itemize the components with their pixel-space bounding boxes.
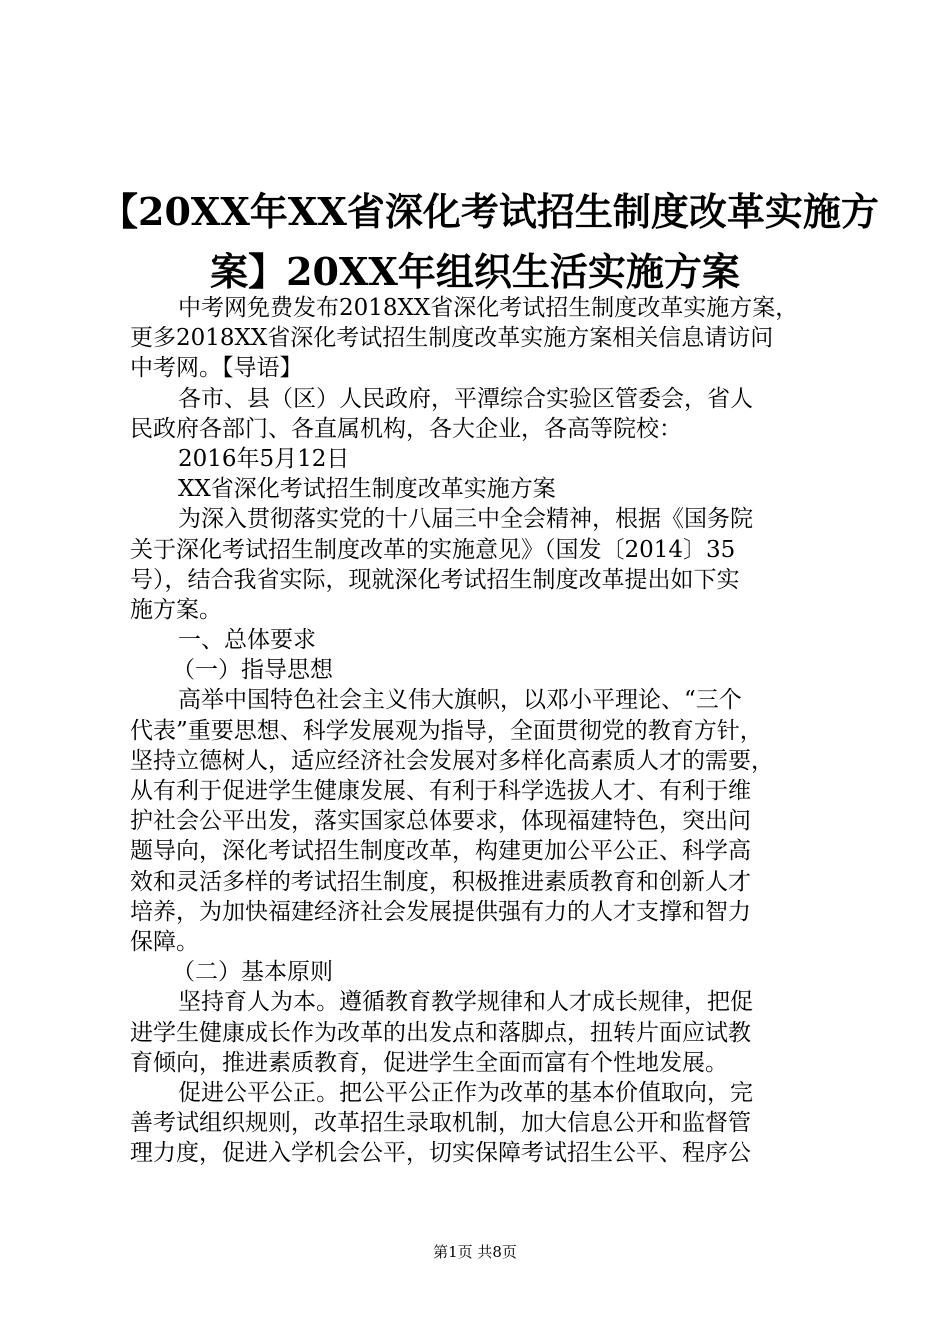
body-line: 从有利于促进学生健康发展、有利于科学选拔人才、有利于维 [130,778,751,804]
body-line: 坚持立德树人，适应经济社会发展对多样化高素质人才的需要， [130,747,774,774]
body-line: 坚持育人为本。遵循教育教学规律和人才成长规律，把促 [178,989,753,1016]
body-line: （二）基本原则 [172,959,333,986]
body-line: 进学生健康成长作为改革的出发点和落脚点，扭转片面应试教 [130,1019,751,1046]
body-line: XX省深化考试招生制度改革实施方案 [178,476,556,503]
body-line: 题导向，深化考试招生制度改革，构建更加公平公正、科学高 [130,838,751,865]
body-line: 中考网。【导语】 [130,355,303,382]
body-line: 高举中国特色社会主义伟大旗帜，以邓小平理论、“三个 [178,687,742,714]
body-line: 促进公平公正。把公平公正作为改革的基本价值取向，完 [178,1079,753,1106]
document-title-line-2: 案】20XX年组织生活实施方案 [210,249,740,294]
body-line: 号），结合我省实际，现就深化考试招生制度改革提出如下实 [130,566,740,593]
body-line: 更多2018XX省深化考试招生制度改革实施方案相关信息请访问 [130,325,774,352]
document-title-line-1: 【20XX年XX省深化考试招生制度改革实施方 [100,189,879,234]
body-line: 效和灵活多样的考试招生制度，积极推进素质教育和创新人才 [130,868,751,895]
body-line: 关于深化考试招生制度改革的实施意见》（国发〔2014〕35 [130,536,736,563]
body-line: 代表”重要思想、科学发展观为指导，全面贯彻党的教育方针， [130,717,763,744]
body-line: 民政府各部门、各直属机构，各大企业，各高等院校： [130,415,682,442]
body-line: 理力度，促进入学机会公平，切实保障考试招生公平、程序公 [130,1140,751,1167]
body-line: 培养，为加快福建经济社会发展提供强有力的人才支撑和智力 [130,898,751,925]
body-line: 2016年5月12日 [178,445,350,472]
body-line: 各市、县（区）人民政府，平潭综合实验区管委会，省人 [178,385,753,412]
body-line: 一、总体要求 [178,627,316,654]
page-footer: 第1页 共8页 [433,1243,517,1261]
body-line: 为深入贯彻落实党的十八届三中全会精神，根据《国务院 [178,506,753,533]
document-body [130,293,835,1168]
body-line: 中考网免费发布2018XX省深化考试招生制度改革实施方案， [178,295,799,321]
body-line: 育倾向，推进素质教育，促进学生全面而富有个性地发展。 [130,1049,728,1076]
body-line: 善考试组织规则，改革招生录取机制，加大信息公开和监督管 [130,1110,751,1137]
body-line: 保障。 [130,928,199,955]
body-line: （一）指导思想 [172,657,333,684]
body-line: 施方案。 [130,596,222,623]
body-line: 护社会公平出发，落实国家总体要求，体现福建特色，突出问 [130,808,751,835]
